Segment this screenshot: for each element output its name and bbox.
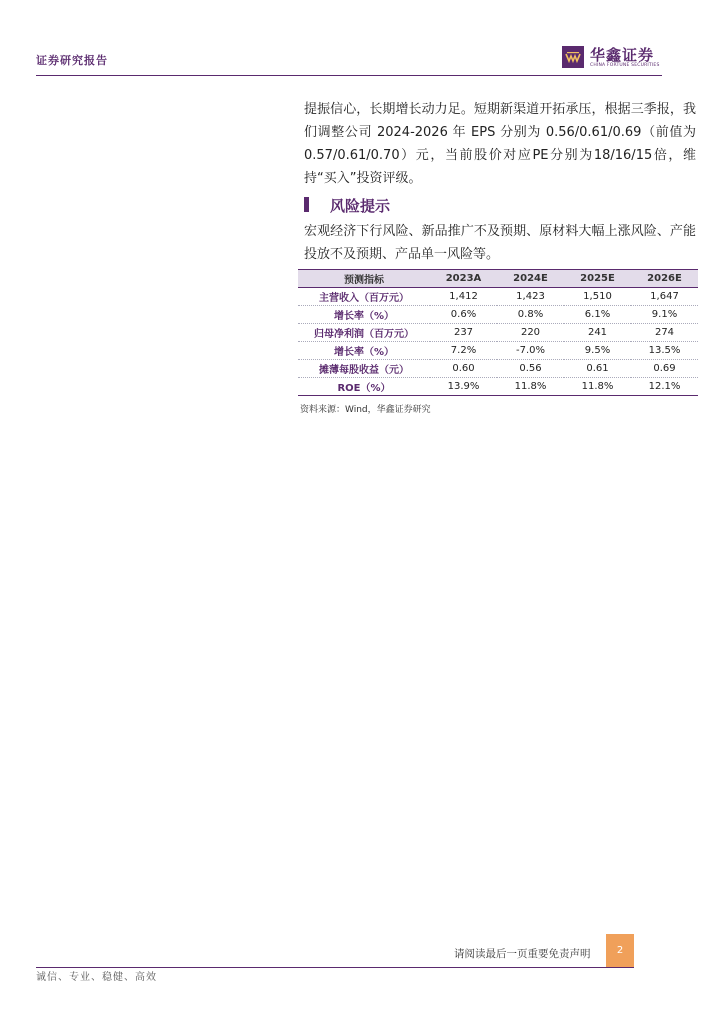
- table-row: [298, 288, 698, 306]
- table-row: [298, 324, 698, 342]
- logo-text-cn: 华鑫证券: [590, 46, 655, 64]
- footer-motto: 诚信、专业、稳健、高效: [36, 972, 157, 983]
- table-cell: 13.5%: [631, 342, 698, 360]
- table-cell: 7.2%: [430, 342, 497, 360]
- row-label: 摊薄每股收益（元）: [298, 360, 430, 378]
- row-label: ROE（%）: [298, 378, 430, 396]
- table-cell: 0.8%: [497, 306, 564, 324]
- header-divider: [36, 75, 662, 76]
- table-cell: 220: [497, 324, 564, 342]
- company-logo: [562, 44, 662, 74]
- table-source-note: 资料来源：Wind，华鑫证券研究: [300, 405, 431, 415]
- row-label: 归母净利润（百万元）: [298, 324, 430, 342]
- table-cell: 237: [430, 324, 497, 342]
- table-cell: 1,423: [497, 288, 564, 306]
- table-cell: 274: [631, 324, 698, 342]
- table-header-row: [298, 270, 698, 288]
- row-label: 增长率（%）: [298, 342, 430, 360]
- forecast-table: [298, 269, 698, 396]
- table-cell: 0.6%: [430, 306, 497, 324]
- table-header-cell: 预测指标: [298, 270, 430, 288]
- row-label: 主营收入（百万元）: [298, 288, 430, 306]
- table-header-cell: 2025E: [564, 270, 631, 288]
- table-cell: 13.9%: [430, 378, 497, 396]
- table-header-cell: 2024E: [497, 270, 564, 288]
- table-cell: 12.1%: [631, 378, 698, 396]
- table-cell: 1,510: [564, 288, 631, 306]
- table-cell: 11.8%: [497, 378, 564, 396]
- logo-mark-icon: [562, 46, 584, 68]
- table-cell: 241: [564, 324, 631, 342]
- section-marker-icon: [304, 197, 309, 212]
- disclaimer-notice: 请阅读最后一页重要免责声明: [454, 948, 591, 960]
- row-label: 增长率（%）: [298, 306, 430, 324]
- table-cell: 0.60: [430, 360, 497, 378]
- page-number: 2: [606, 934, 634, 968]
- table-row: [298, 378, 698, 396]
- risk-title: 风险提示: [330, 197, 391, 215]
- table-row: [298, 360, 698, 378]
- header-title: 证券研究报告: [36, 54, 108, 67]
- table-header-cell: 2026E: [631, 270, 698, 288]
- table-row: [298, 306, 698, 324]
- table-cell: 1,412: [430, 288, 497, 306]
- table-cell: 0.61: [564, 360, 631, 378]
- table-cell: 0.56: [497, 360, 564, 378]
- intro-paragraph: 提振信心，长期增长动力足。短期新渠道开拓承压，根据三季报，我们调整公司 2024-2026 年 EPS 分别为 0.56/0.61/0.69（前值为 0.57/0.61/0.70）元，当前股价对应PE分别为18/16/15倍，维持“买入”投资评级。: [304, 102, 696, 186]
- logo-text-en: CHINA FORTUNE SECURITIES: [590, 63, 660, 68]
- risk-paragraph: 宏观经济下行风险、新品推广不及预期、原材料大幅上涨风险、产能投放不及预期、产品单一风险等。: [304, 224, 696, 262]
- table-cell: 1,647: [631, 288, 698, 306]
- table-cell: 9.5%: [564, 342, 631, 360]
- table-cell: 0.69: [631, 360, 698, 378]
- table-cell: 11.8%: [564, 378, 631, 396]
- table-cell: 9.1%: [631, 306, 698, 324]
- table-header-cell: 2023A: [430, 270, 497, 288]
- table-cell: -7.0%: [497, 342, 564, 360]
- table-cell: 6.1%: [564, 306, 631, 324]
- table-row: [298, 342, 698, 360]
